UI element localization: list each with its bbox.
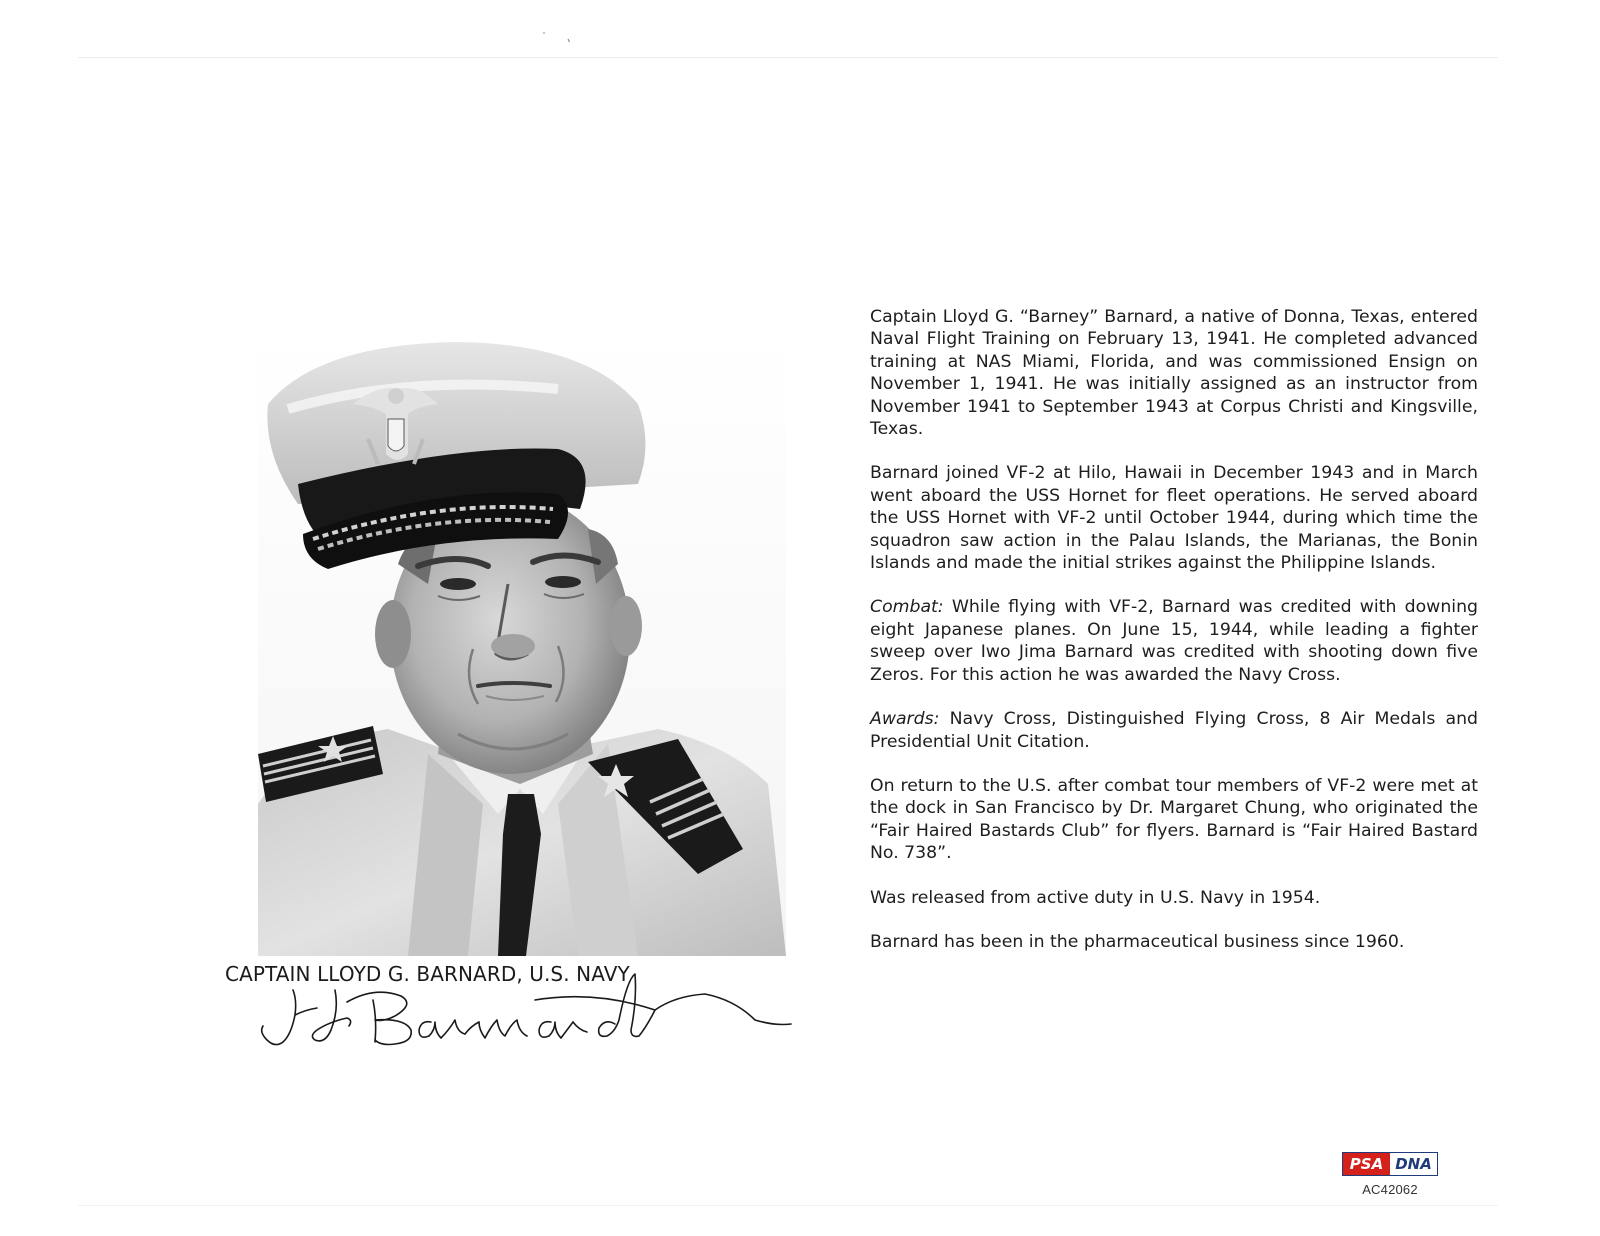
bottom-rule xyxy=(78,1205,1498,1206)
bio-paragraph-combat xyxy=(870,596,1478,686)
bio-paragraph-return: On return to the U.S. after combat tour members of VF-2 were met at the dock in San Francisco by Dr. Margaret Chung, who originated the “Fair Haired Bastards Club” for flyers. Barnard is “Fair Haired Bastard No. 738”. xyxy=(870,775,1478,864)
bio-paragraph-background: Captain Lloyd G. “Barney” Barnard, a native of Donna, Texas, entered Naval Flight Training on February 13, 1941. He completed advanced training at NAS Miami, Florida, and was commissioned Ensign on November 1, 1941. He was initially assigned as an instructor from November 1941 to September 1943 at Corpus Christi and Kingsville, Texas. xyxy=(870,307,1478,440)
authentication-code: AC42062 xyxy=(1362,1182,1418,1197)
bio-paragraph-service: Barnard joined VF-2 at Hilo, Hawaii in December 1943 and in March went aboard the USS Hornet for fleet operations. He served aboard the USS Hornet with VF-2 until October 1944, during which time the squadron saw action in the Palau Islands, the Marianas, the Bonin Islands and made the initial strikes against the Philippine Islands. xyxy=(870,463,1478,574)
combat-label: Combat: xyxy=(870,597,944,618)
biography xyxy=(870,306,1478,953)
signature xyxy=(235,960,825,1080)
paper-specks xyxy=(540,30,580,50)
officer-portrait xyxy=(258,334,786,956)
bio-paragraph-release: Was released from active duty in U.S. Navy in 1954. xyxy=(870,887,1321,908)
portrait-caption: CAPTAIN LLOYD G. BARNARD, U.S. NAVY xyxy=(225,962,630,986)
combat-text: While flying with VF-2, Barnard was credited with downing eight Japanese planes. On June 15, 1944, while leading a fighter sweep over Iwo Jima Barnard was credited with shooting down five Zeros. For this action he was awarded the Navy Cross. xyxy=(870,597,1478,685)
authentication-sticker xyxy=(1342,1152,1438,1197)
awards-text: Navy Cross, Distinguished Flying Cross, 8 Air Medals and Presidential Unit Citation. xyxy=(870,709,1478,752)
top-rule xyxy=(78,57,1498,58)
bio-paragraph-awards xyxy=(870,708,1478,753)
bio-paragraph-business: Barnard has been in the pharmaceutical business since 1960. xyxy=(870,931,1405,952)
psa-logo-text: PSA xyxy=(1343,1153,1390,1175)
dna-logo-text: DNA xyxy=(1390,1153,1437,1175)
awards-label: Awards: xyxy=(870,709,940,730)
psa-dna-logo xyxy=(1342,1152,1438,1176)
